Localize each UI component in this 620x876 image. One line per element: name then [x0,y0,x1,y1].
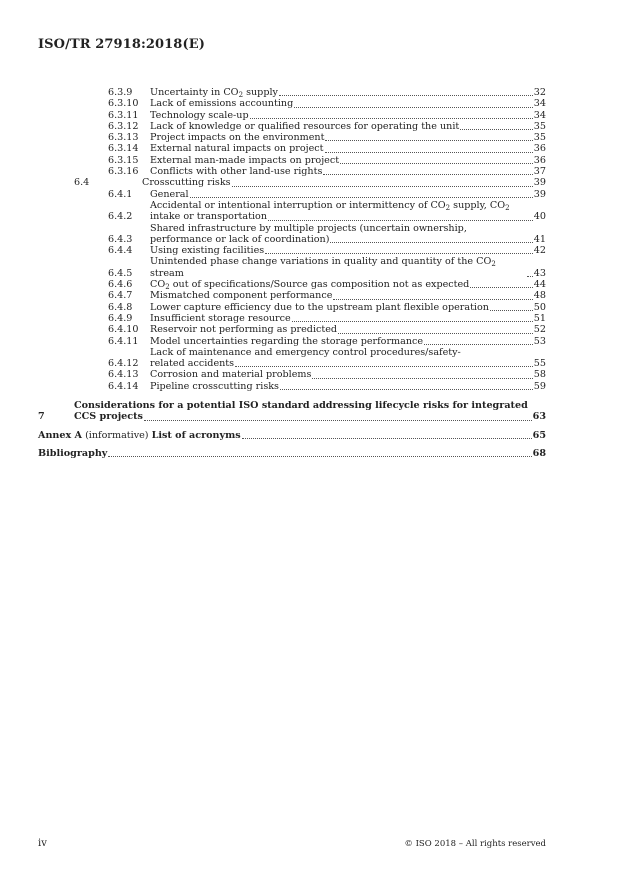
toc-entry-body [150,155,546,166]
toc-entry-page: 55 [533,358,546,370]
toc-entry-number: 6.4.11 [108,335,139,347]
toc-entry-title: Crosscutting risks [142,177,231,189]
toc-entry-body [150,313,546,324]
leader-dots [235,366,533,367]
toc-entry-title-line1: Shared infrastructure by multiple projects (uncertain ownership, [150,222,467,234]
toc-entry-page: 34 [533,98,546,110]
toc-entry-page: 44 [533,279,546,291]
toc-entry-title: Project impacts on the environment [150,132,325,144]
toc-entry-page: 43 [533,267,546,279]
toc-entry-body [150,98,546,109]
leader-dots [144,420,532,421]
toc-entry-title: Uncertainty in $CO_2$ supply [150,87,278,99]
toc-entry-number: 6.3.10 [108,98,139,110]
toc-entry-body [150,200,546,223]
toc-entry-page: 39 [533,188,546,200]
leader-dots [338,333,533,334]
toc-entry-6-4-8[interactable] [38,302,546,313]
toc-entry-body [150,110,546,121]
toc-entry-number: 6.4.6 [108,279,133,291]
toc-entry-page: 48 [533,290,546,302]
document-id-header: ISO/TR 27918:2018(E) [38,37,205,52]
toc-entry-6-3-11[interactable] [38,110,546,121]
toc-entry-body [150,347,546,370]
toc-entry-page: 32 [533,87,546,98]
leader-dots [242,438,532,439]
toc-entry-number: 6.4.10 [108,324,139,336]
toc-entry-number: 6.4.8 [108,301,133,313]
toc-entry-6-4-10[interactable] [38,324,546,335]
toc-entry-6-3-9[interactable] [38,87,546,98]
toc-entry-number: 6.4.14 [108,380,139,392]
toc-entry-title-line1: Lack of maintenance and emergency control procedures/safety- [150,346,461,358]
toc-entry-title: Technology scale-up [150,109,249,121]
bibliography-title: Bibliography [38,447,108,459]
toc-entry-body [150,132,546,143]
toc-entry-page: 65 [532,429,546,441]
toc-entry-number: 6.4.1 [108,188,133,200]
toc-entry-title-line2: CCS projects [74,411,143,423]
toc-entry-title: Model uncertainties regarding the storage performance [150,335,424,347]
leader-dots [325,140,532,141]
toc-entry-body [150,143,546,154]
toc-entry-number: 6.4.12 [108,358,139,370]
toc-entry-number: 6.3.9 [108,87,133,98]
toc-entry-title-line2: performance or lack of coordination) [150,233,330,245]
toc-entry-page: 51 [533,312,546,324]
toc-entry-6-4-7[interactable] [38,290,546,301]
toc-entry-title: Lack of emissions accounting [150,98,294,110]
leader-dots [424,344,533,345]
toc-entry-page: 36 [533,154,546,166]
toc-entry-body [150,256,546,279]
toc-entry-body [150,223,546,246]
toc-entry-number: 6.3.15 [108,154,139,166]
toc-entry-title: Lack of knowledge or qualified resources for operating the unit [150,120,460,132]
toc-entry-body [150,324,546,335]
toc-entry-body [150,290,546,301]
leader-dots [325,152,533,153]
leader-dots [280,389,533,390]
toc-entry-body [142,177,546,188]
toc-entry-page: 37 [533,166,546,178]
toc-entry-page: 52 [533,324,546,336]
toc-entry-6-4-2[interactable] [38,200,546,223]
page-number: iv [38,838,47,849]
toc-entry-section-7[interactable] [38,400,546,423]
toc-entry-6-4-5[interactable] [38,256,546,279]
annex-informative: (informative) [82,429,152,441]
toc-entry-number: 7 [38,411,45,423]
toc-entry-title: Reservoir not performing as predicted [150,324,338,336]
toc-entry-title: External man-made impacts on project [150,154,340,166]
toc-entry-body [150,369,546,380]
toc-entry-body [150,166,546,177]
toc-entry-6-4-4[interactable] [38,245,546,256]
toc-entry-body [150,121,546,132]
toc-entry-number: 6.3.14 [108,143,139,155]
toc-entry-annex-a[interactable] [38,430,546,441]
copyright-notice: © ISO 2018 – All rights reserved [404,839,546,849]
toc-entry-number: 6.4 [74,177,90,189]
toc-entry-number: 6.4.4 [108,245,133,257]
leader-dots [232,186,533,187]
leader-dots [340,163,533,164]
toc-entry-6-4-9[interactable] [38,313,546,324]
toc-entry-number: 6.3.11 [108,109,139,121]
leader-dots [333,299,532,300]
toc-entry-title: $CO_2$ out of specifications/Source gas composition not as expected [150,279,470,292]
toc-entry-page: 39 [533,177,546,189]
toc-entry-title: Lower capture efficiency due to the upstream plant flexible operation [150,301,489,313]
toc-entry-number: 6.4.9 [108,312,133,324]
toc-entry-title-line2: intake or transportation [150,211,267,223]
toc-entry-body [150,381,546,392]
toc-entry-6-3-10[interactable] [38,98,546,109]
leader-dots [292,321,533,322]
toc-entry-6-3-12[interactable] [38,121,546,132]
toc-entry-page: 53 [533,335,546,347]
toc-entry-title: Using existing facilities [150,245,265,257]
toc-entry-body [150,245,546,256]
toc-entry-6-4-12[interactable] [38,347,546,370]
leader-dots [294,107,533,108]
toc-entry-page: 42 [533,245,546,257]
toc-entry-bibliography[interactable] [38,448,546,459]
toc-entry-number: 6.4.2 [108,211,133,223]
toc-entry-title-line1: Accidental or intentional interruption or intermittency of $CO_2$ supply, $CO_2$ [150,199,510,212]
toc-entry-6-4-1[interactable] [38,189,546,200]
toc-entry-page: 35 [533,132,546,144]
toc-entry-6-4-3[interactable] [38,223,546,246]
toc-entry-last-line [150,211,546,222]
toc-entry-number: 6.4.3 [108,233,133,245]
toc-entry-page: 63 [532,411,546,423]
toc-entry-number: 6.3.16 [108,166,139,178]
leader-dots [330,242,532,243]
leader-dots [250,118,533,119]
toc-entry-title: Mismatched component performance [150,290,333,302]
toc-entry-body [150,336,546,347]
toc-entry-title-line1: Considerations for a potential ISO standard addressing lifecycle risks for integrated [74,400,528,412]
toc-entry-6-3-13[interactable] [38,132,546,143]
toc-entry-number: 6.4.7 [108,290,133,302]
toc-entry-6-3-15[interactable] [38,155,546,166]
toc-entry-last-line [150,234,546,245]
leader-dots [460,129,533,130]
toc-entry-page: 35 [533,120,546,132]
toc-entry-body [150,87,546,98]
toc-entry-number: 6.3.12 [108,120,139,132]
toc-entry-title-line2: related accidents [150,358,235,370]
toc-entry-number: 6.4.5 [108,267,133,279]
leader-dots [190,197,533,198]
toc-entry-6-4-14[interactable] [38,381,546,392]
leader-dots [108,456,531,457]
leader-dots [268,220,533,221]
toc-entry-title: General [150,188,189,200]
toc-entry-page: 41 [533,233,546,245]
leader-dots [312,378,532,379]
toc-entry-title: Pipeline crosscutting risks [150,380,279,392]
toc-entry-6-3-16[interactable] [38,166,546,177]
toc-entry-6-3-14[interactable] [38,143,546,154]
toc-entry-page: 34 [533,109,546,121]
toc-entry-6-4-11[interactable] [38,336,546,347]
toc-entry-body [150,189,546,200]
leader-dots [323,174,532,175]
leader-dots [490,310,533,311]
toc-entry-page: 68 [532,447,546,459]
toc-entry-title: Insufficient storage resource [150,312,291,324]
toc-entry-6-4-13[interactable] [38,369,546,380]
toc-entry-page: 36 [533,143,546,155]
toc-entry-title: Conflicts with other land-use rights [150,166,323,178]
toc-entry-page: 58 [533,369,546,381]
toc-entry-page: 59 [533,380,546,392]
toc-entry-page: 40 [533,211,546,223]
toc-entry-title: Unintended phase change variations in quality and quantity of the $CO_2$ stream [150,256,496,279]
toc-entry-6-4-6[interactable] [38,279,546,290]
toc-entry-page: 50 [533,301,546,313]
leader-dots [527,276,533,277]
annex-title: List of acronyms [151,429,241,441]
toc-entry-body [150,279,546,290]
toc-entry-last-line [150,358,546,369]
leader-dots [470,287,532,288]
toc-entry-number: 6.4.13 [108,369,139,381]
toc-entry-6-4[interactable] [38,177,546,188]
toc-entry-title: Corrosion and material problems [150,369,312,381]
toc-entry-number: 6.3.13 [108,132,139,144]
table-of-contents [38,87,546,459]
toc-entry-body [150,302,546,313]
annex-label: Annex A [38,429,83,441]
leader-dots [279,95,533,96]
toc-entry-title: External natural impacts on project [150,143,324,155]
leader-dots [265,253,533,254]
